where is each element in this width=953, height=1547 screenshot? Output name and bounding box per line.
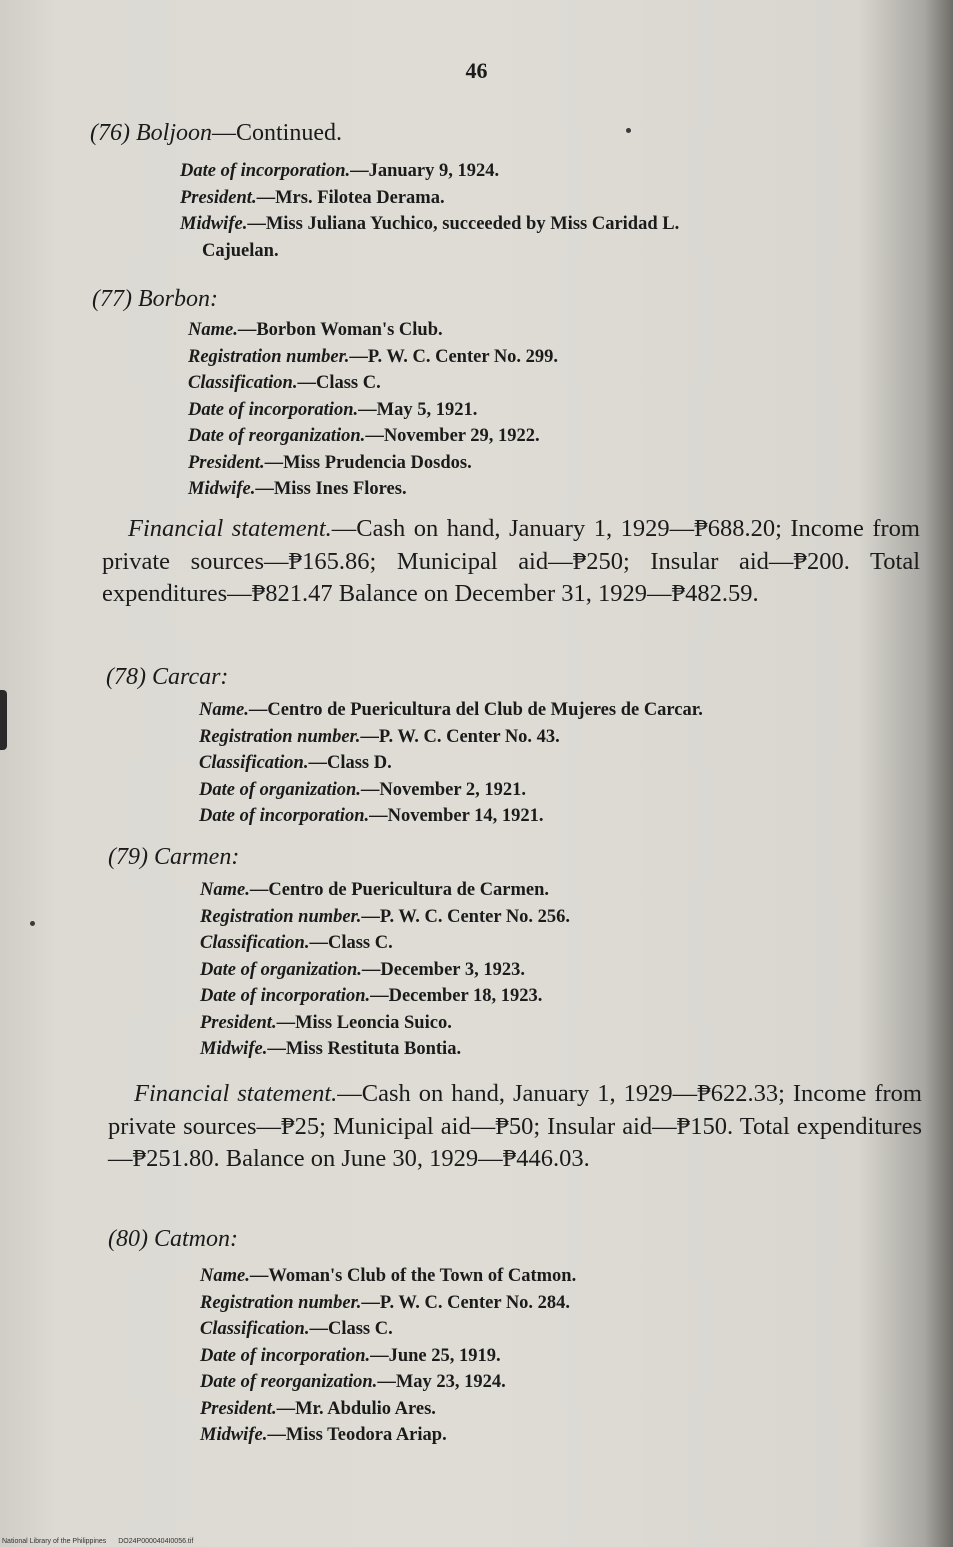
entry: Name.—Centro de Puericultura de Carmen. <box>200 880 550 900</box>
entry: Registration number.—P. W. C. Center No. 299. <box>188 346 559 367</box>
entry: Name.—Centro de Puericultura del Club de Mujeres de Carcar. <box>199 700 703 720</box>
entry: Date of incorporation.—December 18, 1923. <box>200 986 543 1006</box>
entry: Date of incorporation.—November 14, 1921. <box>199 806 544 826</box>
section-title: Carcar: <box>151 664 229 690</box>
entry: Date of reorganization.—May 23, 1924. <box>200 1372 506 1392</box>
entry: Registration number.—P. W. C. Center No. 43. <box>199 726 560 747</box>
scan-speck <box>30 921 35 926</box>
section-number: (76) <box>90 120 130 146</box>
entry: Midwife.—Miss Teodora Ariap. <box>200 1425 447 1445</box>
entry: Name.—Woman's Club of the Town of Catmon. <box>200 1266 577 1286</box>
entry: Date of incorporation.—January 9, 1924. <box>180 161 500 181</box>
financial-statement-label: Financial statement. <box>134 1080 338 1107</box>
entry: President.—Miss Leoncia Suico. <box>200 1012 452 1033</box>
scan-edge-mark <box>0 690 7 750</box>
entry: Registration number.—P. W. C. Center No. 256. <box>200 906 571 927</box>
entry: Midwife.—Miss Ines Flores. <box>188 479 407 499</box>
section-76-heading <box>90 120 342 147</box>
section-79-heading <box>108 844 239 871</box>
entry: President.—Mrs. Filotea Derama. <box>180 187 445 208</box>
section-continued: —Continued. <box>211 120 342 146</box>
scan-footer <box>2 1538 203 1545</box>
financial-statement-77 <box>102 513 920 611</box>
section-title: Borbon: <box>137 286 218 312</box>
section-number: (77) <box>92 286 132 312</box>
entry: Date of incorporation.—May 5, 1921. <box>188 399 478 420</box>
scan-file-code: DO24P0000404I0056.tif <box>118 1538 194 1545</box>
entry: President.—Mr. Abdulio Ares. <box>200 1398 436 1419</box>
entry: Classification.—Class D. <box>199 753 392 773</box>
section-title: Boljoon <box>135 120 212 146</box>
section-number: (78) <box>106 664 146 690</box>
financial-statement-79 <box>108 1078 922 1176</box>
entry: Classification.—Class C. <box>200 933 393 953</box>
section-78-heading <box>106 664 228 691</box>
entry: Date of organization.—December 3, 1923. <box>200 959 525 980</box>
section-77-entries <box>188 317 908 503</box>
scan-speck <box>626 128 631 133</box>
section-title: Carmen: <box>153 844 240 870</box>
entry: Date of organization.—November 2, 1921. <box>199 779 527 800</box>
entry: Midwife.—Miss Restituta Bontia. <box>200 1039 462 1059</box>
section-80-entries <box>200 1263 920 1449</box>
section-77-heading <box>92 286 218 313</box>
section-number: (79) <box>108 844 148 870</box>
entry: Name.—Borbon Woman's Club. <box>188 320 443 340</box>
section-number: (80) <box>108 1226 148 1252</box>
financial-statement-text: —Cash on hand, January 1, 1929—₱622.33; Income from private sources—₱25; Municipal aid—₱50; Insular aid—₱150. Total expenditures—₱251.80. Balance on June 30, 1929—₱446.03. <box>108 1080 922 1172</box>
entry: Classification.—Class C. <box>188 373 381 393</box>
section-title: Catmon: <box>153 1226 238 1252</box>
entry: Classification.—Class C. <box>200 1319 393 1339</box>
page-number: 46 <box>465 58 488 83</box>
entry: Date of reorganization.—November 29, 1922. <box>188 426 540 446</box>
entry: President.—Miss Prudencia Dosdos. <box>188 452 472 473</box>
section-79-entries <box>200 877 920 1063</box>
library-credit: National Library of the Philippines <box>2 1538 107 1545</box>
section-78-entries <box>199 697 929 830</box>
section-80-heading <box>108 1226 238 1253</box>
financial-statement-label: Financial statement. <box>128 515 332 542</box>
entry: Midwife.—Miss Juliana Yuchico, succeeded by Miss Caridad L. Cajuelan. <box>180 214 680 261</box>
entry: Registration number.—P. W. C. Center No. 284. <box>200 1292 571 1313</box>
section-76-entries <box>180 158 920 264</box>
entry: Date of incorporation.—June 25, 1919. <box>200 1345 501 1366</box>
financial-statement-text: —Cash on hand, January 1, 1929—₱688.20; Income from private sources—₱165.86; Municipal aid—₱250; Insular aid—₱200. Total expenditures—₱821.47 Balance on December 31, 1929—₱482.59. <box>102 515 920 607</box>
